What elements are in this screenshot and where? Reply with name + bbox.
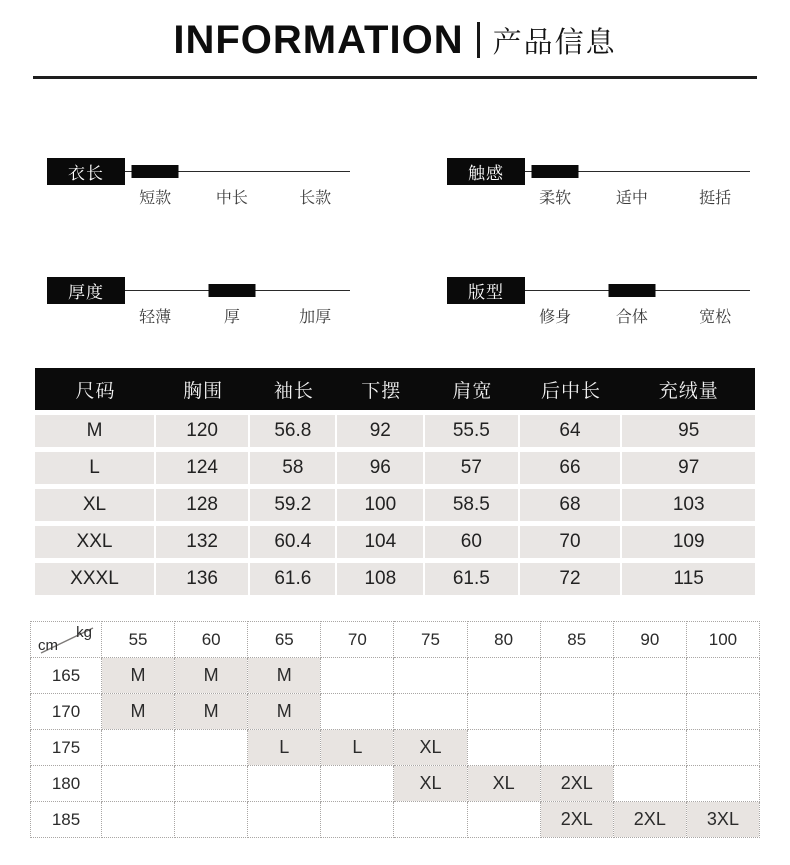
recommended-size-cell: M <box>248 658 321 694</box>
size-table-header-cell: 尺码 <box>75 380 116 402</box>
size-label-cell: XXL <box>35 526 156 558</box>
size-table-header-cell: 下摆 <box>361 380 402 402</box>
fit-chart-row <box>31 694 760 730</box>
size-table-header-cell: 胸围 <box>183 380 224 402</box>
measurement-cell: 103 <box>622 489 754 521</box>
measurement-cell: 136 <box>156 563 250 595</box>
slider-option-label: 加厚 <box>299 309 332 326</box>
recommended-size-cell: XL <box>394 766 467 802</box>
measurement-cell: 59.2 <box>250 489 337 521</box>
empty-cell <box>321 802 394 838</box>
size-label-cell: XXXL <box>35 563 156 595</box>
size-table-row <box>35 489 755 521</box>
empty-cell <box>248 802 321 838</box>
page-header <box>0 0 790 64</box>
empty-cell <box>686 766 759 802</box>
attribute-slider-touch <box>447 158 750 222</box>
slider-option-label: 厚 <box>223 309 240 326</box>
slider-option-label: 合体 <box>615 309 648 326</box>
height-weight-size-chart <box>30 621 760 838</box>
slider-option-label: 修身 <box>539 309 572 326</box>
weight-header-cell: 100 <box>686 622 759 658</box>
measurement-cell: 104 <box>337 526 425 558</box>
empty-cell <box>467 658 540 694</box>
attribute-tag: 衣长 <box>47 158 125 185</box>
fit-chart-row <box>31 766 760 802</box>
measurement-cell: 55.5 <box>425 415 519 447</box>
empty-cell <box>321 694 394 730</box>
empty-cell <box>394 694 467 730</box>
slider-option-label: 短款 <box>139 190 172 207</box>
slider-option-label: 中长 <box>215 190 248 207</box>
title-chinese: 产品信息 <box>492 26 617 59</box>
measurement-cell: 61.5 <box>425 563 519 595</box>
size-table-body <box>35 415 755 595</box>
recommended-size-cell: 2XL <box>540 802 613 838</box>
empty-cell <box>540 658 613 694</box>
empty-cell <box>248 766 321 802</box>
size-table-header-row <box>35 368 755 410</box>
empty-cell <box>175 802 248 838</box>
empty-cell <box>394 658 467 694</box>
attribute-tag: 厚度 <box>47 277 125 304</box>
empty-cell <box>613 766 686 802</box>
slider-option-label: 轻薄 <box>139 309 172 326</box>
size-table-row <box>35 526 755 558</box>
fit-chart-row <box>31 730 760 766</box>
empty-cell <box>540 694 613 730</box>
height-label-cell: 170 <box>31 694 102 730</box>
size-table-row <box>35 563 755 595</box>
recommended-size-cell: L <box>321 730 394 766</box>
weight-header-cell: 75 <box>394 622 467 658</box>
attribute-slider-garment-length <box>47 158 350 222</box>
empty-cell <box>394 802 467 838</box>
measurement-cell: 115 <box>622 563 754 595</box>
slider-option-label: 适中 <box>615 190 648 207</box>
measurement-cell: 61.6 <box>250 563 337 595</box>
recommended-size-cell: M <box>248 694 321 730</box>
empty-cell <box>613 730 686 766</box>
size-label-cell: L <box>35 452 156 484</box>
empty-cell <box>102 730 175 766</box>
empty-cell <box>613 658 686 694</box>
title-english: INFORMATION <box>173 18 464 62</box>
size-table-header-cell: 充绒量 <box>658 380 719 402</box>
empty-cell <box>175 766 248 802</box>
measurement-cell: 70 <box>520 526 623 558</box>
size-table-row <box>35 452 755 484</box>
attribute-slider-fit <box>447 277 750 341</box>
attribute-tag: 触感 <box>447 158 525 185</box>
size-table-header-cell: 后中长 <box>540 380 601 402</box>
page-title <box>173 16 616 64</box>
header-rule <box>33 76 757 79</box>
size-label-cell: XL <box>35 489 156 521</box>
measurement-cell: 124 <box>156 452 250 484</box>
slider-thumb <box>608 284 655 297</box>
empty-cell <box>321 766 394 802</box>
height-label-cell: 180 <box>31 766 102 802</box>
size-label-cell: M <box>35 415 156 447</box>
slider-option-label: 宽松 <box>699 309 732 326</box>
weight-header-cell: 80 <box>467 622 540 658</box>
slider-option-label: 挺括 <box>699 190 732 207</box>
empty-cell <box>175 730 248 766</box>
slider-thumb <box>532 165 579 178</box>
empty-cell <box>321 658 394 694</box>
attribute-tag: 版型 <box>447 277 525 304</box>
recommended-size-cell: XL <box>467 766 540 802</box>
height-label-cell: 165 <box>31 658 102 694</box>
weight-header-cell: 65 <box>248 622 321 658</box>
recommended-size-cell: M <box>102 694 175 730</box>
measurement-cell: 132 <box>156 526 250 558</box>
measurement-cell: 128 <box>156 489 250 521</box>
measurement-cell: 108 <box>337 563 425 595</box>
fit-chart-row <box>31 802 760 838</box>
empty-cell <box>686 658 759 694</box>
empty-cell <box>467 694 540 730</box>
recommended-size-cell: L <box>248 730 321 766</box>
recommended-size-cell: 2XL <box>613 802 686 838</box>
measurement-cell: 66 <box>520 452 623 484</box>
empty-cell <box>540 730 613 766</box>
slider-thumb <box>208 284 255 297</box>
slider-option-label: 柔软 <box>539 190 572 207</box>
slider-track <box>125 277 350 341</box>
size-table-header-cell: 袖长 <box>273 380 314 402</box>
recommended-size-cell: M <box>175 658 248 694</box>
measurement-cell: 97 <box>622 452 754 484</box>
empty-cell <box>467 730 540 766</box>
measurement-cell: 58.5 <box>425 489 519 521</box>
height-label-cell: 175 <box>31 730 102 766</box>
empty-cell <box>686 730 759 766</box>
size-table-row <box>35 415 755 447</box>
measurement-cell: 92 <box>337 415 425 447</box>
corner-kg-label: kg <box>76 624 92 641</box>
empty-cell <box>686 694 759 730</box>
slider-thumb <box>132 165 179 178</box>
attribute-sliders <box>47 158 750 341</box>
title-divider <box>477 22 480 58</box>
measurement-cell: 72 <box>520 563 623 595</box>
measurement-cell: 60.4 <box>250 526 337 558</box>
fit-chart-header-row <box>31 622 760 658</box>
weight-header-cell: 60 <box>175 622 248 658</box>
empty-cell <box>102 766 175 802</box>
recommended-size-cell: M <box>175 694 248 730</box>
measurement-cell: 95 <box>622 415 754 447</box>
recommended-size-cell: M <box>102 658 175 694</box>
measurement-cell: 56.8 <box>250 415 337 447</box>
fit-chart-corner-cell <box>31 622 102 658</box>
slider-track <box>125 158 350 222</box>
corner-cm-label: cm <box>38 637 58 654</box>
measurement-cell: 58 <box>250 452 337 484</box>
size-table-header-cell: 肩宽 <box>452 380 493 402</box>
recommended-size-cell: XL <box>394 730 467 766</box>
measurement-cell: 68 <box>520 489 623 521</box>
measurement-cell: 109 <box>622 526 754 558</box>
slider-track <box>525 277 750 341</box>
empty-cell <box>613 694 686 730</box>
empty-cell <box>467 802 540 838</box>
measurement-cell: 57 <box>425 452 519 484</box>
slider-option-label: 长款 <box>299 190 332 207</box>
measurement-cell: 120 <box>156 415 250 447</box>
measurement-cell: 60 <box>425 526 519 558</box>
empty-cell <box>102 802 175 838</box>
height-label-cell: 185 <box>31 802 102 838</box>
recommended-size-cell: 2XL <box>540 766 613 802</box>
measurement-cell: 96 <box>337 452 425 484</box>
slider-track <box>525 158 750 222</box>
weight-header-cell: 55 <box>102 622 175 658</box>
recommended-size-cell: 3XL <box>686 802 759 838</box>
measurement-cell: 64 <box>520 415 623 447</box>
weight-header-cell: 90 <box>613 622 686 658</box>
attribute-slider-thickness <box>47 277 350 341</box>
size-measurement-table <box>35 368 755 595</box>
weight-header-cell: 70 <box>321 622 394 658</box>
fit-chart-row <box>31 658 760 694</box>
measurement-cell: 100 <box>337 489 425 521</box>
weight-header-cell: 85 <box>540 622 613 658</box>
